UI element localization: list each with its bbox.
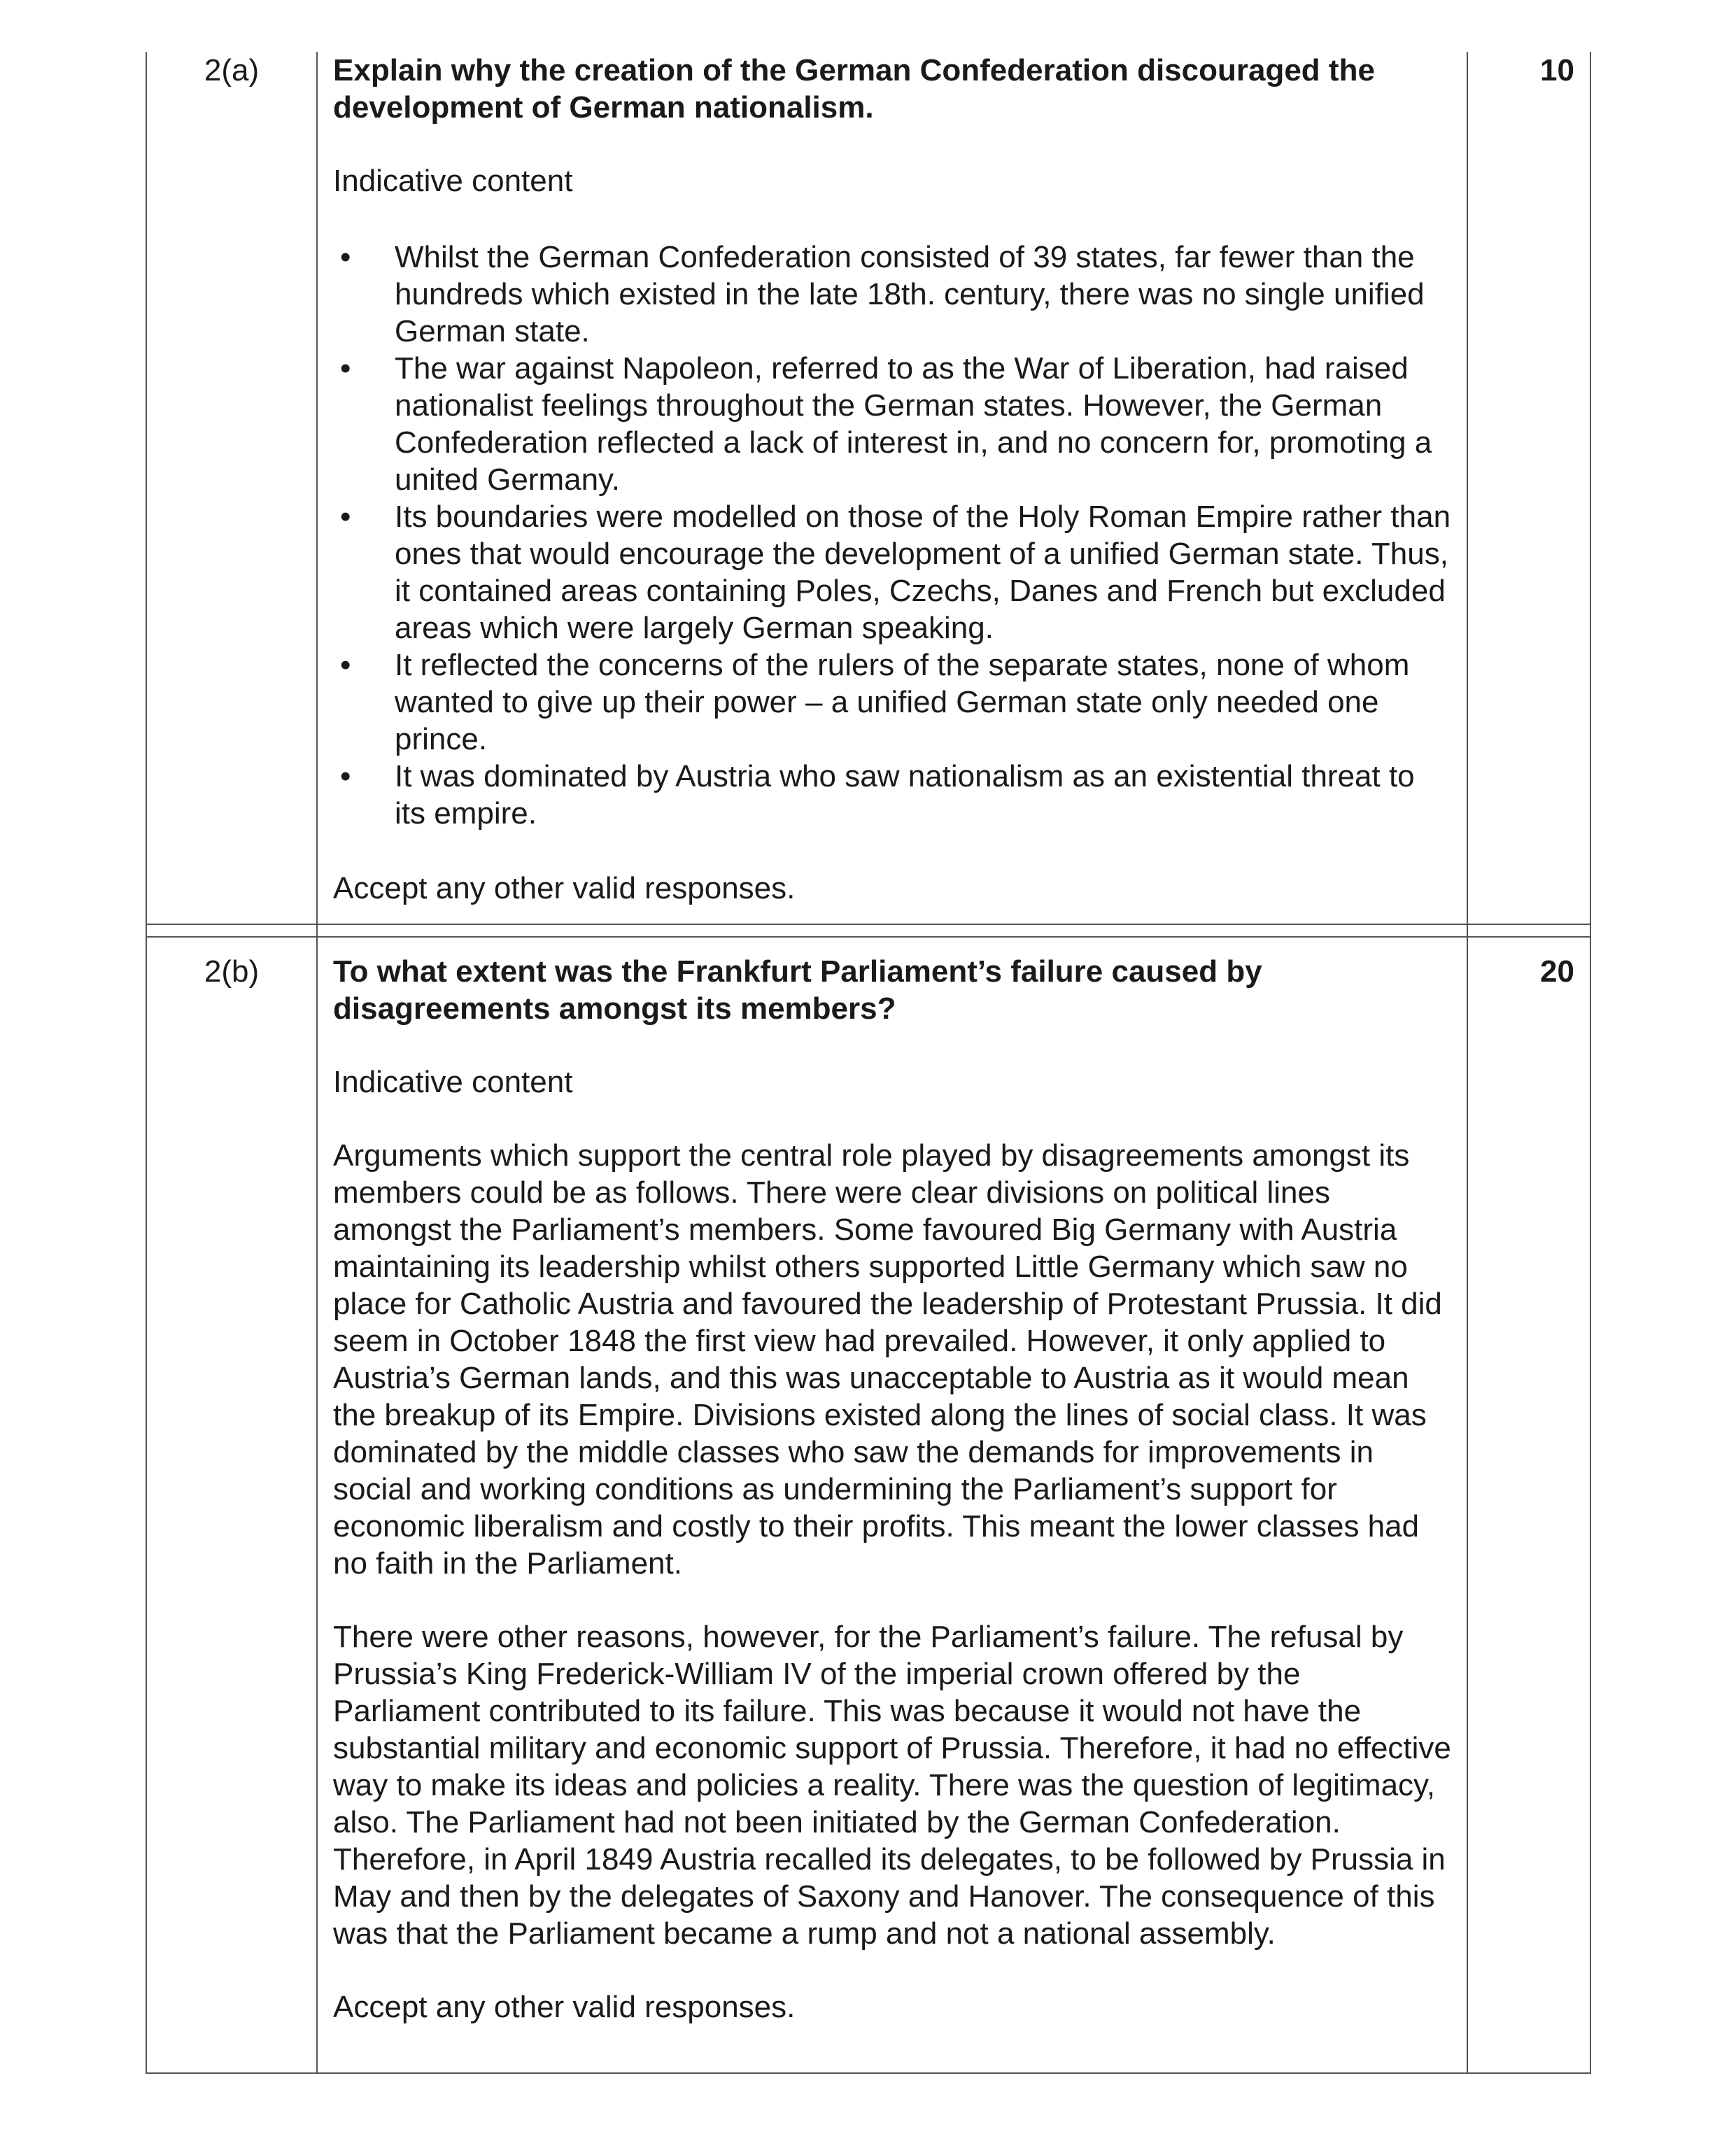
separator-cell bbox=[317, 924, 1467, 937]
question-text: Explain why the creation of the German Confederation discouraged the development of German nationalism. bbox=[333, 53, 1375, 125]
list-item-text: Whilst the German Confederation consisted of 39 states, far fewer than the hundreds which existed in the late 18th. century, there was no single unified German state. bbox=[395, 240, 1425, 348]
question-number: 2(b) bbox=[146, 937, 317, 2073]
question-text: To what extent was the Frankfurt Parliament’s failure caused by disagreements amongst its members? bbox=[333, 954, 1262, 1026]
indicative-content-label: Indicative content bbox=[333, 164, 573, 198]
question-row-2a bbox=[146, 52, 1590, 924]
list-item bbox=[333, 646, 1451, 758]
indicative-content-label: Indicative content bbox=[333, 1065, 573, 1099]
bullet-icon: • bbox=[340, 648, 351, 682]
separator-cell bbox=[146, 924, 317, 937]
closing-note: Accept any other valid responses. bbox=[333, 1990, 796, 2024]
list-item bbox=[333, 239, 1451, 350]
list-item bbox=[333, 350, 1451, 498]
mark-scheme-table bbox=[146, 52, 1591, 2074]
marks-value: 10 bbox=[1467, 52, 1590, 924]
question-row-2b bbox=[146, 937, 1590, 2073]
list-item bbox=[333, 498, 1451, 646]
list-item-text: Its boundaries were modelled on those of the Holy Roman Empire rather than ones that would encourage the development of a unified German state. Thus, it contained areas containing Poles, Czechs, Danes and French but excluded areas which were largely German speaking. bbox=[395, 500, 1451, 645]
paragraph: There were other reasons, however, for the Parliament’s failure. The refusal by Prussia’s King Frederick-William IV of the imperial crown offered by the Parliament contributed to its failure. This was because it would not have the substantial military and economic support of Prussia. Therefore, it had no effective way to make its ideas and policies a reality. There was the question of legitimacy, also. The Parliament had not been initiated by the German Confederation. Therefore, in April 1849 Austria recalled its delegates, to be followed by Prussia in May and then by the delegates of Saxony and Hanover. The consequence of this was that the Parliament became a rump and not a national assembly. bbox=[333, 1620, 1451, 1951]
answer-guidance-cell bbox=[317, 52, 1467, 924]
bullet-icon: • bbox=[340, 759, 351, 793]
list-item bbox=[333, 758, 1451, 832]
list-item-text: It reflected the concerns of the rulers of the separate states, none of whom wanted to give up their power – a unified German state only needed one prince. bbox=[395, 648, 1410, 756]
question-number: 2(a) bbox=[146, 52, 317, 924]
closing-note: Accept any other valid responses. bbox=[333, 871, 796, 905]
marks-value: 20 bbox=[1467, 937, 1590, 2073]
paragraph: Arguments which support the central role played by disagreements amongst its members could be as follows. There were clear divisions on political lines amongst the Parliament’s members. Some favoured Big Germany with Austria maintaining its leadership whilst others supported Little Germany which saw no place for Catholic Austria and favoured the leadership of Protestant Prussia. It did seem in October 1848 the first view had prevailed. However, it only applied to Austria’s German lands, and this was unacceptable to Austria as it would mean the breakup of its Empire. Divisions existed along the lines of social class. It was dominated by the middle classes who saw the demands for improvements in social and working conditions as undermining the Parliament’s support for economic liberalism and costly to their profits. This meant the lower classes had no faith in the Parliament. bbox=[333, 1138, 1442, 1581]
bullet-icon: • bbox=[340, 500, 351, 534]
answer-guidance-cell bbox=[317, 937, 1467, 2073]
list-item-text: It was dominated by Austria who saw nationalism as an existential threat to its empire. bbox=[395, 759, 1415, 831]
indicative-points-list bbox=[333, 239, 1451, 832]
list-item-text: The war against Napoleon, referred to as the War of Liberation, had raised nationalist feelings throughout the German states. However, the German Confederation reflected a lack of interest in, and no concern for, promoting a united Germany. bbox=[395, 351, 1432, 497]
row-separator bbox=[146, 924, 1590, 937]
bullet-icon: • bbox=[340, 351, 351, 386]
bullet-icon: • bbox=[340, 240, 351, 274]
separator-cell bbox=[1467, 924, 1590, 937]
